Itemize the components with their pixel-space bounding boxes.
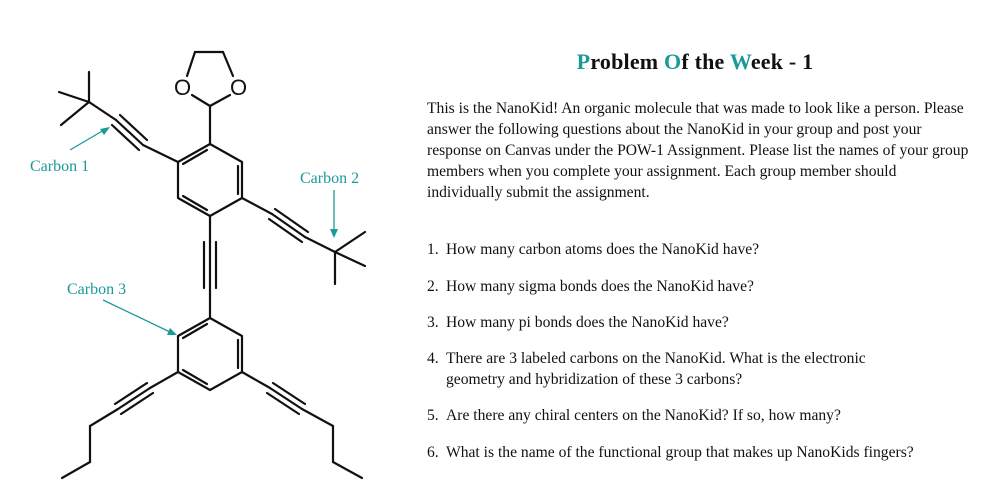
- carbon-3-arrow: [103, 300, 170, 332]
- question-item: [427, 276, 972, 297]
- oxygen-atom-right: O: [230, 75, 248, 100]
- nanokid-structure: [0, 0, 420, 497]
- question-text: What is the name of the functional group that makes up NanoKids fingers?: [446, 444, 914, 461]
- question-text: Are there any chiral centers on the NanoKid? If so, how many?: [446, 407, 841, 424]
- question-number: 1.: [427, 241, 439, 258]
- question-number: 4.: [427, 350, 439, 367]
- question-number: 6.: [427, 444, 439, 461]
- carbon-3-label: Carbon 3: [67, 281, 127, 298]
- neck-alkyne: [204, 216, 216, 318]
- carbon-3-annotation: [67, 281, 177, 335]
- left-leg: [62, 372, 178, 478]
- question-number: 2.: [427, 278, 439, 295]
- carbon-1-annotation: [30, 127, 110, 175]
- question-item: [427, 348, 927, 390]
- right-leg: [242, 372, 362, 478]
- lower-benzene-ring: [178, 318, 242, 390]
- right-arm: [242, 198, 365, 284]
- dioxolane-head: [174, 52, 247, 144]
- question-number: 3.: [427, 314, 439, 331]
- question-text: How many carbon atoms does the NanoKid have?: [446, 241, 760, 258]
- carbon-2-label: Carbon 2: [300, 170, 360, 187]
- carbon-1-label: Carbon 1: [30, 158, 90, 175]
- upper-benzene-ring: [178, 144, 242, 216]
- question-text: How many sigma bonds does the NanoKid have?: [446, 278, 754, 295]
- oxygen-atom-left: O: [174, 75, 192, 100]
- intro-paragraph: This is the NanoKid! An organic molecule that was made to look like a person. Please answer the following questions about the NanoKid in your group and post your response on Canvas under the POW-1 Assignment. Please list the names of your group members when you complete your assignment. Each group member should individually submit the assignment.: [427, 100, 969, 201]
- carbon-1-arrow: [70, 130, 104, 150]
- carbon-2-annotation: [300, 170, 359, 238]
- left-arm: [59, 72, 178, 162]
- question-text: How many pi bonds does the NanoKid have?: [446, 314, 729, 331]
- page-title: Problem Of the Week - 1: [576, 49, 814, 74]
- question-number: 5.: [427, 407, 439, 424]
- question-item: [427, 239, 972, 260]
- question-item: [427, 405, 972, 426]
- question-item: [427, 442, 937, 463]
- question-item: [427, 312, 972, 333]
- question-text: There are 3 labeled carbons on the NanoKid. What is the electronic geometry and hybridization of these 3 carbons?: [446, 350, 866, 388]
